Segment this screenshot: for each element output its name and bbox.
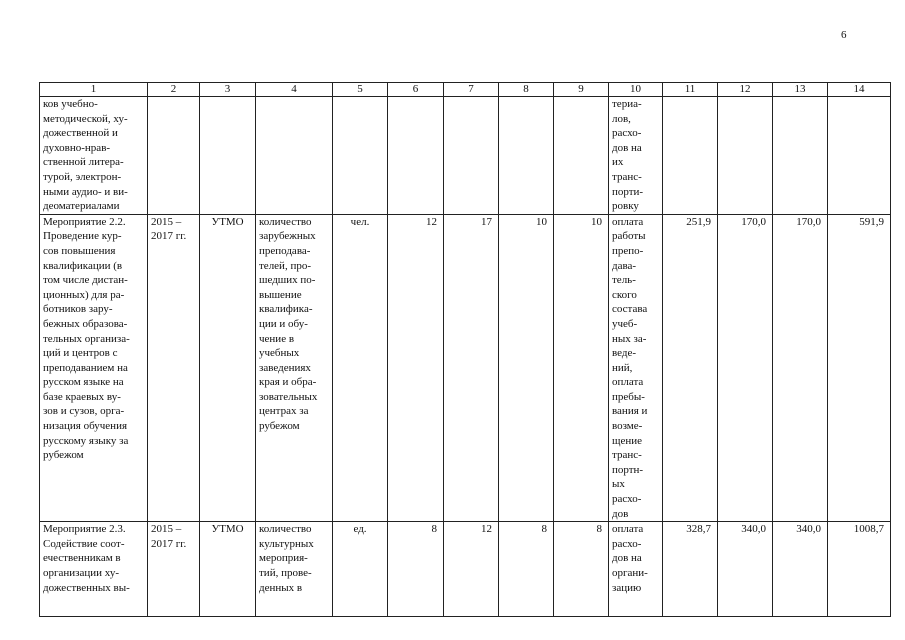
cell-line: препо-: [612, 244, 644, 257]
cell-indicator: [256, 522, 333, 617]
column-header: 2: [148, 83, 200, 97]
cell-line: ровку: [612, 200, 639, 213]
cell-line: лов,: [612, 112, 631, 125]
cell-line: края и обра-: [259, 376, 317, 389]
cell-line: деоматериалами: [43, 200, 120, 213]
cell-line: УТМО: [211, 523, 244, 536]
cell-line: портн-: [612, 463, 644, 476]
cell-line: ых: [612, 478, 625, 491]
cell-line: ечественникам в: [43, 552, 121, 565]
column-header: 14: [828, 83, 891, 97]
cell-line: ции и обу-: [259, 317, 308, 330]
program-table: [39, 82, 891, 617]
cell-line: учеб-: [612, 317, 638, 330]
cell-line: вышение: [259, 288, 302, 301]
cell-value: 10: [554, 214, 609, 521]
cell-line: русскому языку за: [43, 434, 129, 447]
cell-value: [388, 97, 444, 215]
column-header: 10: [609, 83, 663, 97]
cell-line: шедших по-: [259, 274, 316, 287]
cell-executor: [200, 522, 256, 617]
cell-line: рубежом: [259, 420, 300, 433]
cell-period: [148, 97, 200, 215]
cell-line: том числе дистан-: [43, 274, 128, 287]
cell-line: ционных) для ра-: [43, 288, 125, 301]
column-header: 1: [40, 83, 148, 97]
cell-amount: 340,0: [773, 522, 828, 617]
cell-line: работы: [612, 230, 646, 243]
cell-line: количество: [259, 523, 312, 536]
cell-line: дожественной и: [43, 127, 118, 140]
cell-amount: [663, 97, 718, 215]
cell-line: 2017 гг.: [151, 230, 187, 243]
cell-value: 12: [444, 522, 499, 617]
cell-line: низация обучения: [43, 420, 128, 433]
column-header: 5: [333, 83, 388, 97]
cell-indicator: [256, 214, 333, 521]
cell-line: оплата: [612, 523, 644, 536]
cell-line: 2015 –: [151, 523, 182, 536]
column-header: 9: [554, 83, 609, 97]
cell-line: денных в: [259, 581, 303, 594]
cell-line: органи-: [612, 567, 648, 579]
cell-line: базе краевых ву-: [43, 390, 121, 403]
cell-unit: чел.: [333, 214, 388, 521]
cell-expenses: [609, 522, 663, 617]
cell-value: 8: [554, 522, 609, 617]
cell-value: 8: [499, 522, 554, 617]
table-row: [40, 522, 891, 617]
cell-line: заведениях: [259, 361, 311, 374]
cell-line: тель-: [612, 274, 636, 287]
cell-line: рубежом: [43, 449, 84, 462]
cell-line: тий, прове-: [259, 567, 312, 579]
cell-line: ков учебно-: [43, 98, 98, 110]
cell-activity: [40, 522, 148, 617]
cell-executor: [200, 97, 256, 215]
cell-line: зарубежных: [259, 230, 316, 243]
cell-line: преподава-: [259, 244, 311, 257]
column-header: 12: [718, 83, 773, 97]
cell-unit: [333, 97, 388, 215]
column-header: 13: [773, 83, 828, 97]
cell-line: териа-: [612, 98, 642, 110]
cell-line: Содействие соот-: [43, 537, 125, 550]
cell-value: 10: [499, 214, 554, 521]
cell-line: организации ху-: [43, 567, 120, 579]
cell-line: вания и: [612, 405, 648, 418]
cell-period: [148, 522, 200, 617]
cell-executor: [200, 214, 256, 521]
cell-activity: [40, 97, 148, 215]
table-row: [40, 214, 891, 521]
cell-line: сов повышения: [43, 244, 116, 257]
cell-line: дов на: [612, 552, 642, 565]
cell-total: 591,9: [828, 214, 891, 521]
cell-line: чение в: [259, 332, 295, 345]
cell-line: зов и сузов, орга-: [43, 405, 125, 418]
cell-line: транс-: [612, 170, 642, 183]
cell-line: русском языке на: [43, 376, 124, 389]
cell-line: ботников зару-: [43, 303, 113, 316]
column-header: 4: [256, 83, 333, 97]
cell-unit: ед.: [333, 522, 388, 617]
cell-line: транс-: [612, 449, 642, 462]
cell-line: возме-: [612, 420, 643, 433]
cell-line: культурных: [259, 537, 314, 550]
cell-line: дава-: [612, 259, 637, 272]
cell-activity: [40, 214, 148, 521]
cell-line: турой, электрон-: [43, 170, 122, 183]
cell-period: [148, 214, 200, 521]
cell-line: дов на: [612, 141, 642, 154]
cell-line: мероприя-: [259, 552, 308, 565]
cell-total: 1008,7: [828, 522, 891, 617]
cell-line: ственной литера-: [43, 156, 124, 169]
cell-line: телей, про-: [259, 259, 311, 272]
cell-line: количество: [259, 215, 312, 228]
cell-line: ского: [612, 288, 637, 301]
column-header: 8: [499, 83, 554, 97]
cell-line: дожественных вы-: [43, 581, 130, 594]
cell-amount: 328,7: [663, 522, 718, 617]
cell-line: центрах за: [259, 405, 309, 418]
column-header: 11: [663, 83, 718, 97]
cell-line: Мероприятие 2.3.: [43, 523, 126, 536]
cell-line: Проведение кур-: [43, 230, 122, 243]
cell-line: пребы-: [612, 390, 645, 403]
cell-amount: 170,0: [718, 214, 773, 521]
table-row: [40, 97, 891, 215]
cell-line: оплата: [612, 376, 644, 389]
cell-line: щение: [612, 434, 643, 447]
cell-line: расхо-: [612, 127, 642, 140]
cell-value: [554, 97, 609, 215]
cell-line: ных за-: [612, 332, 647, 345]
cell-line: учебных: [259, 347, 300, 360]
cell-amount: 251,9: [663, 214, 718, 521]
page-number: 6: [841, 29, 847, 41]
cell-indicator: [256, 97, 333, 215]
column-header: 6: [388, 83, 444, 97]
cell-amount: 170,0: [773, 214, 828, 521]
cell-line: веде-: [612, 347, 637, 360]
cell-line: расхо-: [612, 537, 642, 550]
cell-line: зовательных: [259, 390, 318, 403]
cell-amount: 340,0: [718, 522, 773, 617]
cell-value: 8: [388, 522, 444, 617]
cell-value: 12: [388, 214, 444, 521]
cell-line: духовно-нрав-: [43, 141, 111, 154]
cell-line: бежных образова-: [43, 317, 128, 330]
cell-line: порти-: [612, 185, 644, 198]
cell-line: дов: [612, 507, 629, 520]
cell-line: квалифика-: [259, 303, 313, 316]
cell-line: расхо-: [612, 493, 642, 506]
cell-line: Мероприятие 2.2.: [43, 215, 126, 228]
cell-line: преподаванием на: [43, 361, 128, 374]
cell-line: тельных организа-: [43, 332, 130, 345]
header-row: [40, 83, 891, 97]
column-header: 7: [444, 83, 499, 97]
cell-amount: [773, 97, 828, 215]
cell-line: 2017 гг.: [151, 537, 187, 550]
cell-value: [444, 97, 499, 215]
cell-line: ний,: [612, 361, 633, 374]
cell-expenses: [609, 97, 663, 215]
cell-amount: [718, 97, 773, 215]
cell-line: зацию: [612, 581, 642, 594]
cell-value: 17: [444, 214, 499, 521]
column-header: 3: [200, 83, 256, 97]
cell-line: 2015 –: [151, 215, 182, 228]
cell-line: УТМО: [211, 215, 244, 228]
cell-line: оплата: [612, 215, 644, 228]
cell-total: [828, 97, 891, 215]
cell-line: их: [612, 156, 624, 169]
cell-line: ными аудио- и ви-: [43, 185, 128, 198]
cell-value: [499, 97, 554, 215]
cell-line: методической, ху-: [43, 112, 128, 125]
cell-expenses: [609, 214, 663, 521]
cell-line: ций и центров с: [43, 347, 118, 360]
cell-line: состава: [612, 303, 648, 316]
cell-line: квалификации (в: [43, 259, 123, 272]
